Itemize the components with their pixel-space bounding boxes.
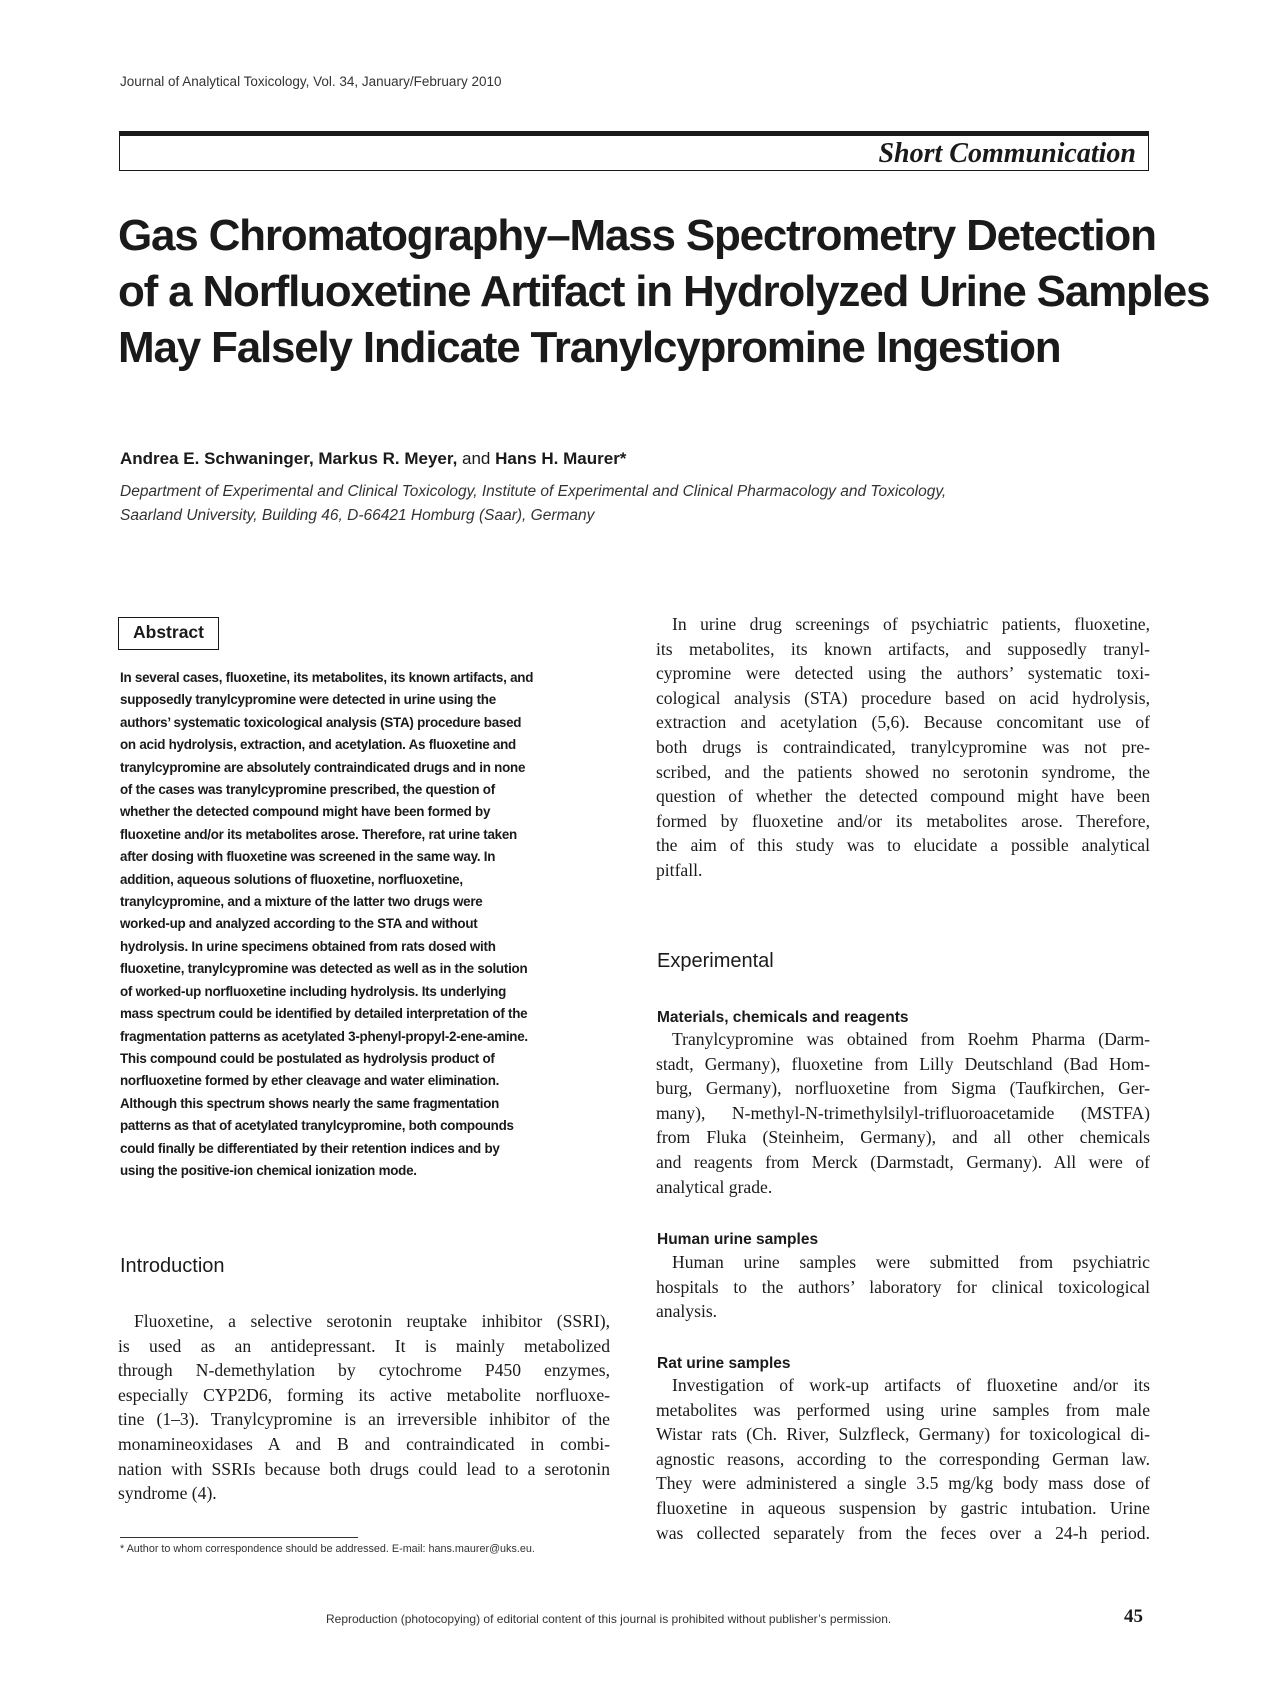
title-line: Gas Chromatography–Mass Spectrometry Detection — [118, 211, 1156, 260]
introduction-body — [118, 1309, 610, 1506]
body-line: tine (1–3). Tranylcypromine is an irreversible inhibitor of the — [118, 1409, 610, 1430]
abstract-line: Although this spectrum shows nearly the same fragmentation — [120, 1095, 500, 1111]
abstract-line: fluoxetine and/or its metabolites arose. Therefore, rat urine taken — [120, 826, 517, 842]
experimental-heading: Experimental — [657, 950, 774, 972]
body-line: analysis. — [656, 1301, 718, 1322]
affiliation-line: Department of Experimental and Clinical Toxicology, Institute of Experimental and Clinical Pharmacology and Toxicology, — [120, 483, 947, 500]
body-line: stadt, Germany), fluoxetine from Lilly Deutschland (Bad Hom- — [656, 1053, 1150, 1074]
title-line: of a Norfluoxetine Artifact in Hydrolyzed Urine Samples — [118, 267, 1210, 316]
section-label: Short Communication — [878, 138, 1136, 169]
introduction-heading: Introduction — [120, 1255, 225, 1277]
abstract-line: of worked-up norfluoxetine including hydrolysis. Its underlying — [120, 983, 506, 999]
abstract-body — [120, 667, 620, 1182]
rat-urine-subheading: Rat urine samples — [657, 1355, 791, 1372]
body-line: question of whether the detected compound might have been — [656, 786, 1150, 807]
body-line: is used as an antidepressant. It is mainly metabolized — [118, 1335, 610, 1356]
title-line: May Falsely Indicate Tranylcypromine Ingestion — [118, 323, 1061, 372]
corresponding-author: Hans H. Maurer* — [495, 449, 627, 468]
body-line: They were administered a single 3.5 mg/kg body mass dose of — [656, 1473, 1150, 1494]
body-line: syndrome (4). — [118, 1483, 217, 1504]
abstract-line: This compound could be postulated as hydrolysis product of — [120, 1050, 495, 1066]
abstract-line: addition, aqueous solutions of fluoxetine, norfluoxetine, — [120, 871, 463, 887]
body-line: especially CYP2D6, forming its active metabolite norfluoxe- — [118, 1384, 610, 1405]
abstract-line: In several cases, fluoxetine, its metabolites, its known artifacts, and — [120, 670, 534, 685]
abstract-line: authors’ systematic toxicological analysis (STA) procedure based — [120, 714, 522, 730]
abstract-line: tranylcypromine are absolutely contraindicated drugs and in none — [120, 759, 526, 775]
author-names: Andrea E. Schwaninger, Markus R. Meyer, — [120, 449, 458, 468]
affiliation — [120, 480, 1120, 528]
abstract-line: fragmentation patterns as acetylated 3-phenyl-propyl-2-ene-amine. — [120, 1028, 528, 1044]
page-number: 45 — [1124, 1606, 1143, 1627]
body-line: hospitals to the authors’ laboratory for clinical toxicological — [656, 1276, 1150, 1297]
abstract-line: worked-up and analyzed according to the STA and without — [120, 916, 478, 932]
abstract-line: mass spectrum could be identified by detailed interpretation of the — [120, 1006, 528, 1022]
abstract-line: fluoxetine, tranylcypromine was detected as well as in the solution — [120, 961, 528, 977]
body-line: agnostic reasons, according to the corresponding German law. — [656, 1448, 1150, 1469]
abstract-line: supposedly tranylcypromine were detected in urine using the — [120, 692, 496, 708]
body-line: extraction and acetylation (5,6). Because concomitant use of — [656, 712, 1150, 733]
abstract-line: norfluoxetine formed by ether cleavage and water elimination. — [120, 1073, 500, 1089]
copyright-footer: Reproduction (photocopying) of editorial content of this journal is prohibited without publisher’s permission. — [326, 1612, 892, 1626]
abstract-line: using the positive-ion chemical ionization mode. — [120, 1162, 417, 1178]
human-urine-subheading: Human urine samples — [657, 1231, 819, 1248]
body-line: pitfall. — [656, 859, 703, 880]
footnote-divider — [120, 1537, 358, 1538]
body-line: monamineoxidases A and B and contraindicated in combi- — [118, 1433, 610, 1454]
body-line: fluoxetine in aqueous suspension by gastric intubation. Urine — [656, 1497, 1150, 1518]
abstract-line: whether the detected compound might have been formed by — [120, 804, 491, 820]
body-line: the aim of this study was to elucidate a possible analytical — [656, 835, 1150, 856]
abstract-heading: Abstract — [118, 617, 219, 650]
body-line: Investigation of work-up artifacts of fluoxetine and/or its — [672, 1375, 1150, 1395]
body-line: and reagents from Merck (Darmstadt, Germany). All were of — [656, 1151, 1150, 1172]
author-conjunction: and — [457, 449, 496, 468]
body-line: was collected separately from the feces over a 24-h period. — [656, 1522, 1150, 1543]
abstract-line: could finally be differentiated by their retention indices and by — [120, 1140, 500, 1156]
abstract-line: on acid hydrolysis, extraction, and acetylation. As fluoxetine and — [120, 737, 516, 753]
rat-urine-body — [656, 1373, 1150, 1545]
abstract-line: after dosing with fluoxetine was screened in the same way. In — [120, 849, 496, 865]
section-banner — [119, 131, 1149, 171]
author-list — [120, 449, 626, 469]
body-line: Human urine samples were submitted from psychiatric — [672, 1252, 1150, 1272]
body-line: from Fluka (Steinheim, Germany), and all other chemicals — [656, 1127, 1150, 1148]
abstract-line: hydrolysis. In urine specimens obtained from rats dosed with — [120, 938, 496, 954]
materials-subheading: Materials, chemicals and reagents — [657, 1009, 909, 1026]
body-line: Fluoxetine, a selective serotonin reuptake inhibitor (SSRI), — [134, 1311, 610, 1331]
correspondence-footnote: * Author to whom correspondence should be addressed. E-mail: hans.maurer@uks.eu. — [120, 1543, 535, 1555]
body-line: analytical grade. — [656, 1176, 773, 1197]
body-line: Wistar rats (Ch. River, Sulzfleck, Germany) for toxicological di- — [656, 1424, 1150, 1445]
body-line: scribed, and the patients showed no serotonin syndrome, the — [656, 761, 1150, 782]
body-line: metabolites was performed using urine samples from male — [656, 1399, 1150, 1420]
abstract-line: patterns as that of acetylated tranylcypromine, both compounds — [120, 1118, 514, 1134]
journal-header: Journal of Analytical Toxicology, Vol. 34, January/February 2010 — [120, 74, 502, 89]
body-line: Tranylcypromine was obtained from Roehm Pharma (Darm- — [672, 1029, 1150, 1049]
body-line: both drugs is contraindicated, tranylcypromine was not pre- — [656, 736, 1150, 757]
materials-body — [656, 1027, 1150, 1199]
body-line: many), N-methyl-N-trimethylsilyl-trifluoroacetamide (MSTFA) — [656, 1102, 1150, 1123]
body-line: through N-demethylation by cytochrome P450 enzymes, — [118, 1360, 610, 1381]
body-line: cypromine were detected using the authors’ systematic toxi- — [656, 663, 1150, 684]
body-line: its metabolites, its known artifacts, and supposedly tranyl- — [656, 638, 1150, 659]
body-line: cological analysis (STA) procedure based on acid hydrolysis, — [656, 687, 1150, 708]
human-urine-body — [656, 1250, 1150, 1324]
abstract-line: of the cases was tranylcypromine prescribed, the question of — [120, 782, 495, 798]
body-line: In urine drug screenings of psychiatric patients, fluoxetine, — [672, 614, 1150, 634]
body-line: nation with SSRIs because both drugs could lead to a serotonin — [118, 1458, 610, 1479]
introduction-continued — [656, 612, 1150, 883]
affiliation-line: Saarland University, Building 46, D-66421 Homburg (Saar), Germany — [120, 507, 595, 524]
body-line: formed by fluoxetine and/or its metabolites arose. Therefore, — [656, 810, 1150, 831]
body-line: burg, Germany), norfluoxetine from Sigma (Taufkirchen, Ger- — [656, 1078, 1150, 1099]
article-title — [118, 208, 1210, 376]
abstract-line: tranylcypromine, and a mixture of the latter two drugs were — [120, 894, 483, 910]
